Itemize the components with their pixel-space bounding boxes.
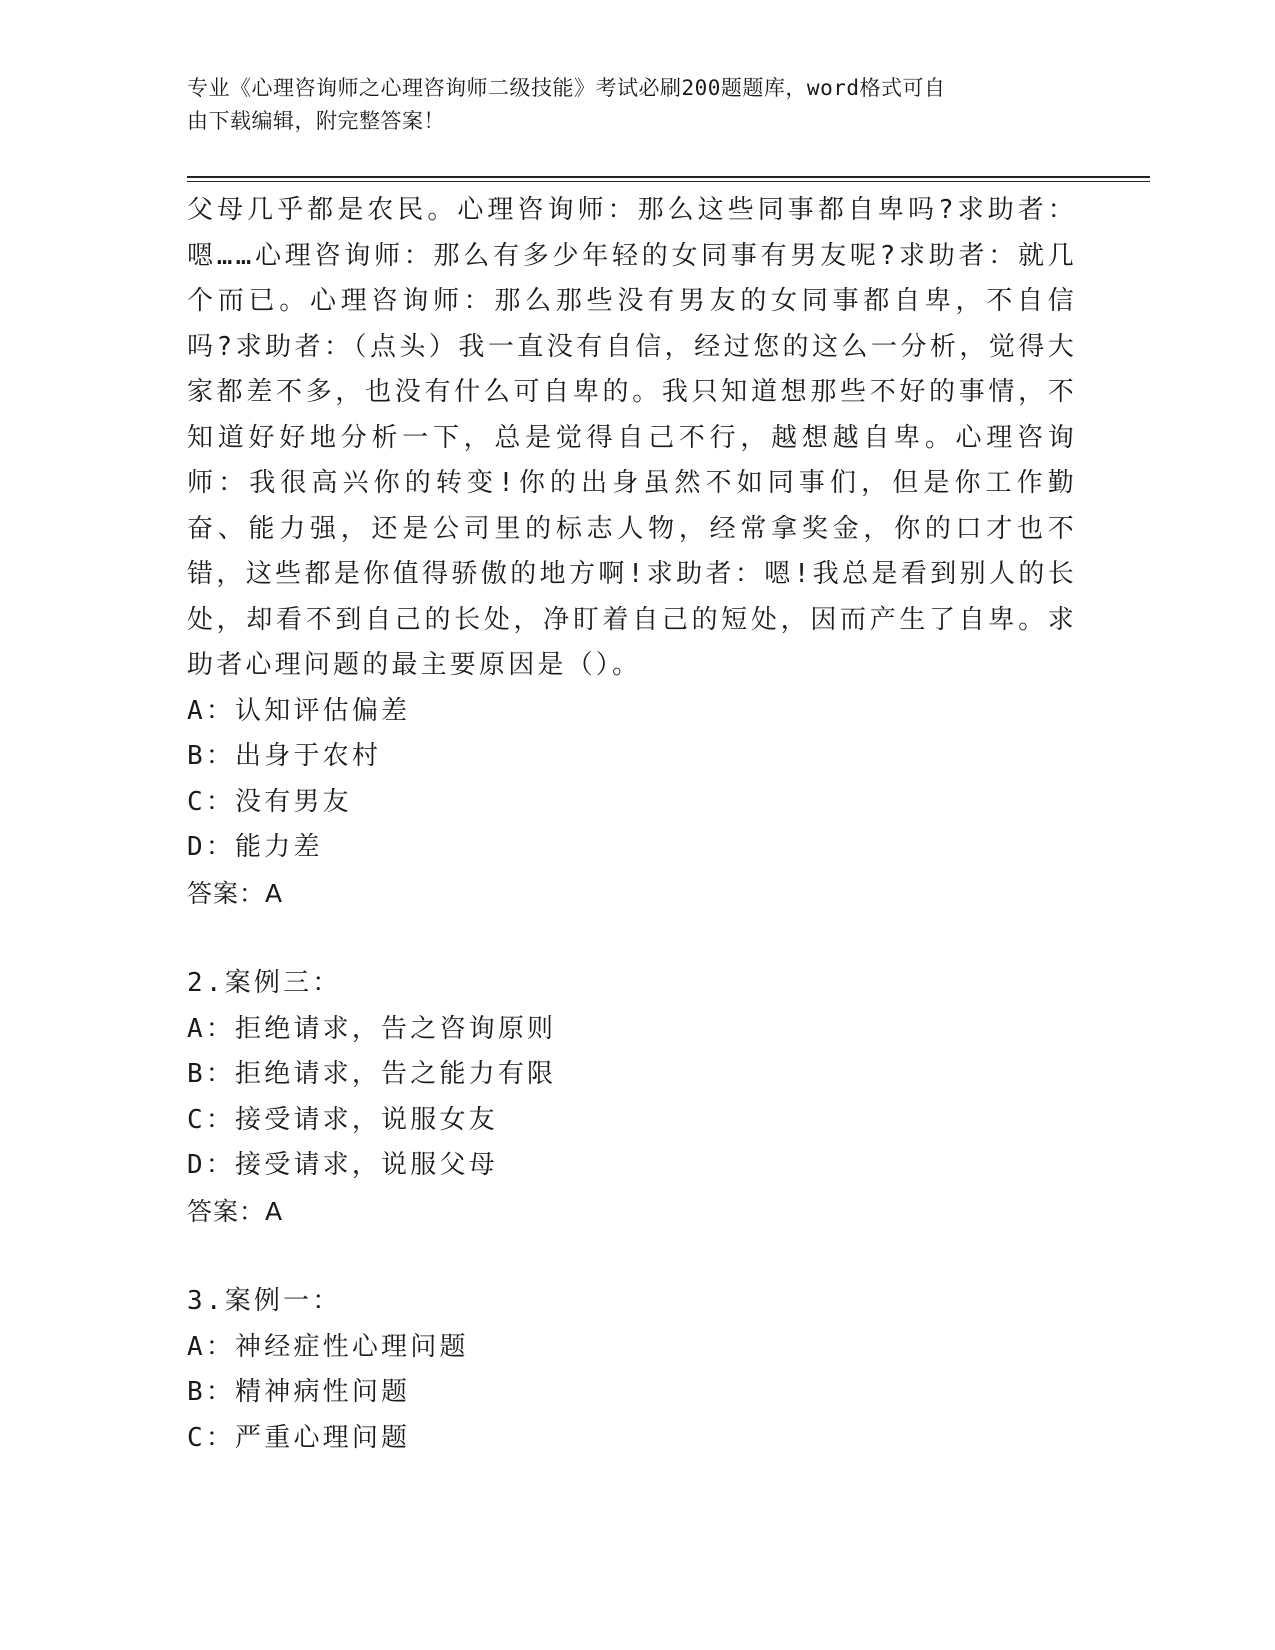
question-1-option-c: C：没有男友: [187, 786, 352, 817]
question-2: [187, 961, 1077, 1234]
question-3-option-a: A：神经症性心理问题: [187, 1331, 469, 1362]
question-1-option-b: B：出身于农村: [187, 741, 382, 771]
question-3-title: 3.案例一：: [187, 1286, 342, 1316]
question-3-option-b: B：精神病性问题: [187, 1377, 411, 1407]
question-1-option-a: A：认知评估偏差: [187, 695, 411, 726]
header-divider-thin: [187, 181, 1150, 182]
header-divider-thick: [187, 176, 1150, 178]
document-body: [187, 188, 1077, 1461]
header-title-line-1: 专业《心理咨询师之心理咨询师二级技能》考试必刷200题题库，word格式可自: [187, 76, 946, 100]
document-header: [187, 72, 1067, 138]
question-2-option-d: D：接受请求，说服父母: [187, 1150, 498, 1180]
question-1: [187, 188, 1077, 916]
question-2-answer: 答案：A: [187, 1196, 284, 1226]
question-2-option-b: B：拒绝请求，告之能力有限: [187, 1059, 557, 1089]
section-spacer: [187, 916, 1077, 961]
question-2-option-c: C：接受请求，说服女友: [187, 1104, 498, 1135]
question-3: [187, 1279, 1077, 1461]
question-2-title: 2.案例三：: [187, 968, 342, 998]
section-spacer: [187, 1234, 1077, 1279]
question-1-answer: 答案：A: [187, 878, 284, 908]
question-1-passage: 父母几乎都是农民。心理咨询师：那么这些同事都自卑吗?求助者：嗯……心理咨询师：那么有多少年轻的女同事有男友呢?求助者：就几个而已。心理咨询师：那么那些没有男友的女同事都自卑，不自信吗?求助者：（点头）我一直没有自信，经过您的这么一分析，觉得大家都差不多，也没有什么可自卑的。我只知道想那些不好的事情，不知道好好地分析一下，总是觉得自己不行，越想越自卑。心理咨询师：我很高兴你的转变!你的出身虽然不如同事们，但是你工作勤奋、能力强，还是公司里的标志人物，经常拿奖金，你的口才也不错，这些都是你值得骄傲的地方啊!求助者：嗯!我总是看到别人的长处，却看不到自己的长处，净盯着自己的短处，因而产生了自卑。求助者心理问题的最主要原因是（）。: [187, 195, 1077, 680]
question-1-option-d: D：能力差: [187, 832, 323, 862]
header-title-line-2: 由下载编辑，附完整答案！: [187, 109, 445, 133]
question-2-option-a: A：拒绝请求，告之咨询原则: [187, 1013, 557, 1044]
question-3-option-c: C：严重心理问题: [187, 1422, 411, 1453]
